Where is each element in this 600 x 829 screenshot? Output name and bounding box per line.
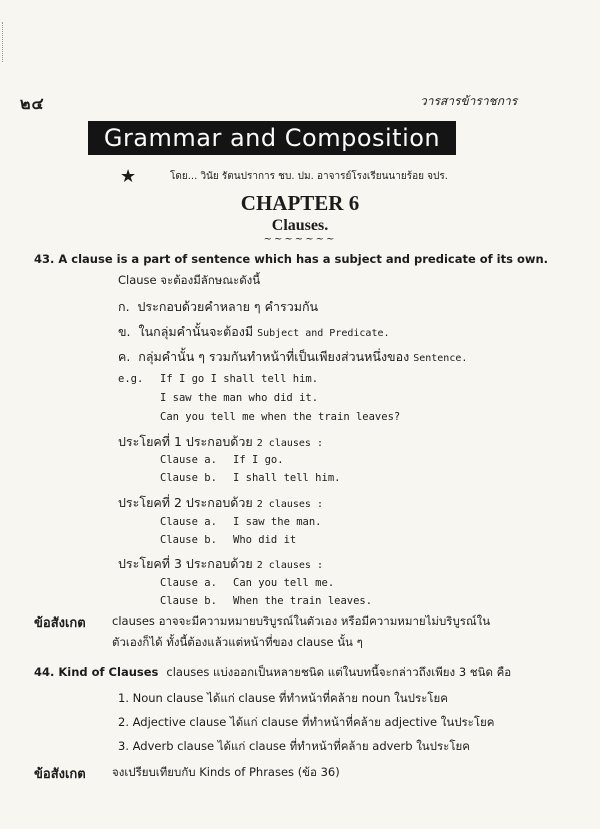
clause-name: Clause a.: [160, 454, 217, 466]
criteria-item: ค. กลุ่มคำนั้น ๆ รวมกันทำหน้าที่เป็นเพียงส่วนหนึ่งของ Sentence.: [118, 349, 468, 364]
clause-name: Clause b.: [160, 472, 217, 484]
section-43-heading: 43. A clause is a part of sentence which has a subject and predicate of its own.: [34, 252, 549, 266]
clause-text: Who did it: [233, 534, 297, 546]
sentence-breakdown-label: ประโยคที่ 1 ประกอบด้วย 2 clauses :: [118, 434, 323, 449]
clause-text: When the train leaves.: [233, 595, 373, 607]
note-label: ข้อสังเกต: [34, 616, 86, 631]
clause-name: Clause a.: [160, 516, 217, 528]
criteria-item: ข. ในกลุ่มคำนั้นจะต้องมี Subject and Predicate.: [118, 324, 390, 339]
star-icon: ★: [120, 166, 137, 187]
note-label: ข้อสังเกต: [34, 767, 86, 782]
clause-kind-item: 1. Noun clause ได้แก่ clause ที่ทำหน้าที่คล้าย noun ในประโยค: [118, 691, 448, 705]
clause-text: Can you tell me.: [233, 577, 335, 589]
clause-kind-item: 2. Adjective clause ได้แก่ clause ที่ทำหน้าที่คล้าย adjective ในประโยค: [118, 715, 495, 729]
section-43-intro: Clause จะต้องมีลักษณะดังนี้: [118, 273, 261, 287]
chapter-title: CHAPTER 6: [240, 191, 360, 215]
clause-name: Clause b.: [160, 595, 217, 607]
clause-text: I saw the man.: [233, 516, 322, 528]
sentence-breakdown-label: ประโยคที่ 2 ประกอบด้วย 2 clauses :: [118, 495, 323, 510]
example-sentence: If I go I shall tell him.: [160, 373, 319, 385]
eg-label: e.g.: [118, 373, 144, 385]
clause-text: I shall tell him.: [233, 472, 341, 484]
clause-name: Clause a.: [160, 577, 217, 589]
scan-edge-mark: [2, 22, 15, 62]
note-text: จงเปรียบเทียบกับ Kinds of Phrases (ข้อ 36): [112, 765, 340, 779]
chapter-subtitle: Clauses.: [271, 217, 329, 234]
example-sentence: I saw the man who did it.: [160, 392, 319, 404]
note-text: ตัวเองก็ได้ ทั้งนี้ต้องแล้วแต่หน้าที่ของ clause นั้น ๆ: [112, 635, 363, 649]
criteria-item: ก. ประกอบด้วยคำหลาย ๆ คำรวมกัน: [118, 299, 319, 314]
banner-title: Grammar and Composition: [103, 124, 441, 152]
section-banner: [88, 121, 456, 155]
clause-kind-item: 3. Adverb clause ได้แก่ clause ที่ทำหน้าที่คล้าย adverb ในประโยค: [118, 739, 470, 753]
ornament-divider: ~~~~~~~: [263, 234, 337, 245]
example-sentence: Can you tell me when the train leaves?: [160, 411, 401, 423]
author-byline: โดย... วินัย รัตนปราการ ชบ. ปม. อาจารย์โรงเรียนนายร้อย จปร.: [170, 171, 448, 182]
clause-name: Clause b.: [160, 534, 217, 546]
journal-title: วารสารข้าราชการ: [420, 94, 518, 108]
clause-text: If I go.: [233, 454, 284, 466]
sentence-breakdown-label: ประโยคที่ 3 ประกอบด้วย 2 clauses :: [118, 556, 323, 571]
note-text: clauses อาจจะมีความหมายบริบูรณ์ในตัวเอง หรือมีความหมายไม่บริบูรณ์ใน: [112, 614, 491, 628]
page-number: ๒๔: [20, 94, 45, 113]
section-44-heading: 44. Kind of Clauses clauses แบ่งออกเป็นหลายชนิด แต่ในบทนี้จะกล่าวถึงเพียง 3 ชนิด คือ: [34, 665, 512, 679]
